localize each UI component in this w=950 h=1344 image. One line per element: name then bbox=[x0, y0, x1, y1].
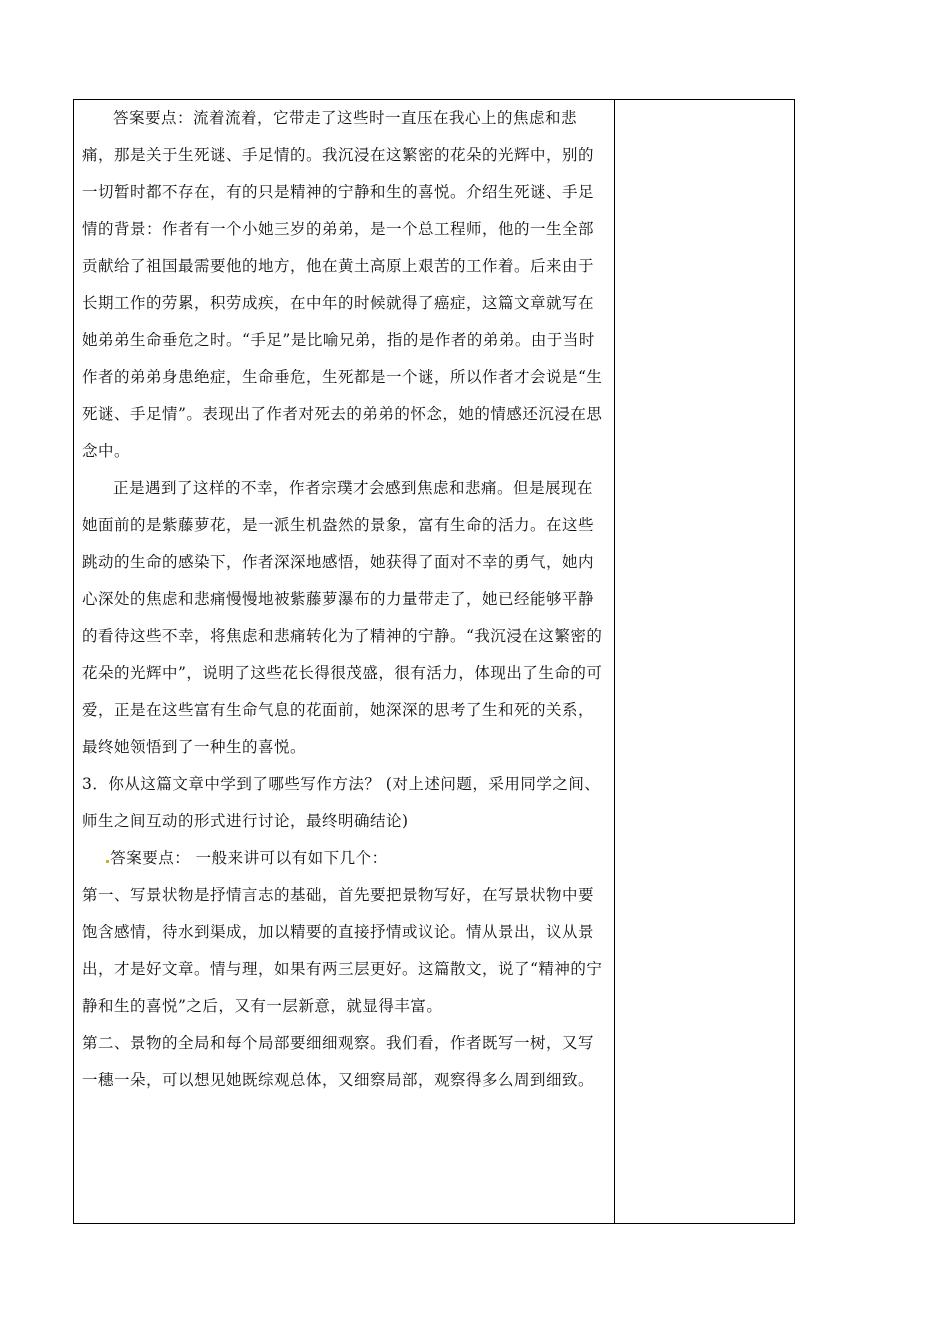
answer-paragraph-1: 答案要点：流着流着，它带走了这些时一直压在我心上的焦虑和悲痛，那是关于生死谜、手足情的。我沉浸在这繁密的花朵的光辉中，别的一切暂时都不存在，有的只是精神的宁静和生的喜悦。介绍生死谜、手足情的背景：作者有一个小她三岁的弟弟，是一个总工程师，他的一生全部贡献给了祖国最需要他的地方，他在黄土高原上艰苦的工作着。后来由于长期工作的劳累，积劳成疾，在中年的时候就得了癌症，这篇文章就写在她弟弟生命垂危之时。“手足”是比喻兄弟，指的是作者的弟弟。由于当时作者的弟弟身患绝症，生命垂危，生死都是一个谜，所以作者才会说是“生死谜、手足情”。表现出了作者对死去的弟弟的怀念，她的情感还沉浸在思念中。 bbox=[82, 109, 603, 460]
answer-points-heading bbox=[82, 840, 606, 877]
highlight-mark bbox=[106, 860, 109, 863]
method-1: 第一、写景状物是抒情言志的基础，首先要把景物写好，在写景状物中要饱含感情，待水到渠成，加以精要的直接抒情或议论。情从景出，议从景出，才是好文章。情与理，如果有两三层更好。这篇散文，说了“精神的宁静和生的喜悦”之后，又有一层新意，就显得丰富。 bbox=[82, 886, 603, 1015]
method-2: 第二、景物的全局和每个局部要细细观察。我们看，作者既写一树，又写一穗一朵，可以想见她既综观总体，又细察局部，观察得多么周到细致。 bbox=[82, 1034, 595, 1089]
question-3: 3．你从这篇文章中学到了哪些写作方法？ (对上述问题，采用同学之间、师生之间互动的形式进行讨论，最终明确结论) bbox=[82, 775, 601, 830]
right-cell-empty bbox=[615, 100, 795, 1223]
document-table bbox=[73, 99, 795, 1224]
answer-paragraph-2: 正是遇到了这样的不幸，作者宗璞才会感到焦虑和悲痛。但是展现在她面前的是紫藤萝花，是一派生机盎然的景象，富有生命的活力。在这些跳动的生命的感染下，作者深深地感悟，她获得了面对不幸的勇气，她内心深处的焦虑和悲痛慢慢地被紫藤萝瀑布的力量带走了，她已经能够平静的看待这些不幸，将焦虑和悲痛转化为了精神的宁静。“我沉浸在这繁密的花朵的光辉中”，说明了这些花长得很茂盛，很有活力，体现出了生命的可爱，正是在这些富有生命气息的花面前，她深深的思考了生和死的关系，最终她领悟到了一种生的喜悦。 bbox=[82, 479, 603, 756]
left-cell-content bbox=[82, 100, 606, 1099]
answer-points-text: 答案要点： 一般来讲可以有如下几个： bbox=[110, 849, 388, 867]
